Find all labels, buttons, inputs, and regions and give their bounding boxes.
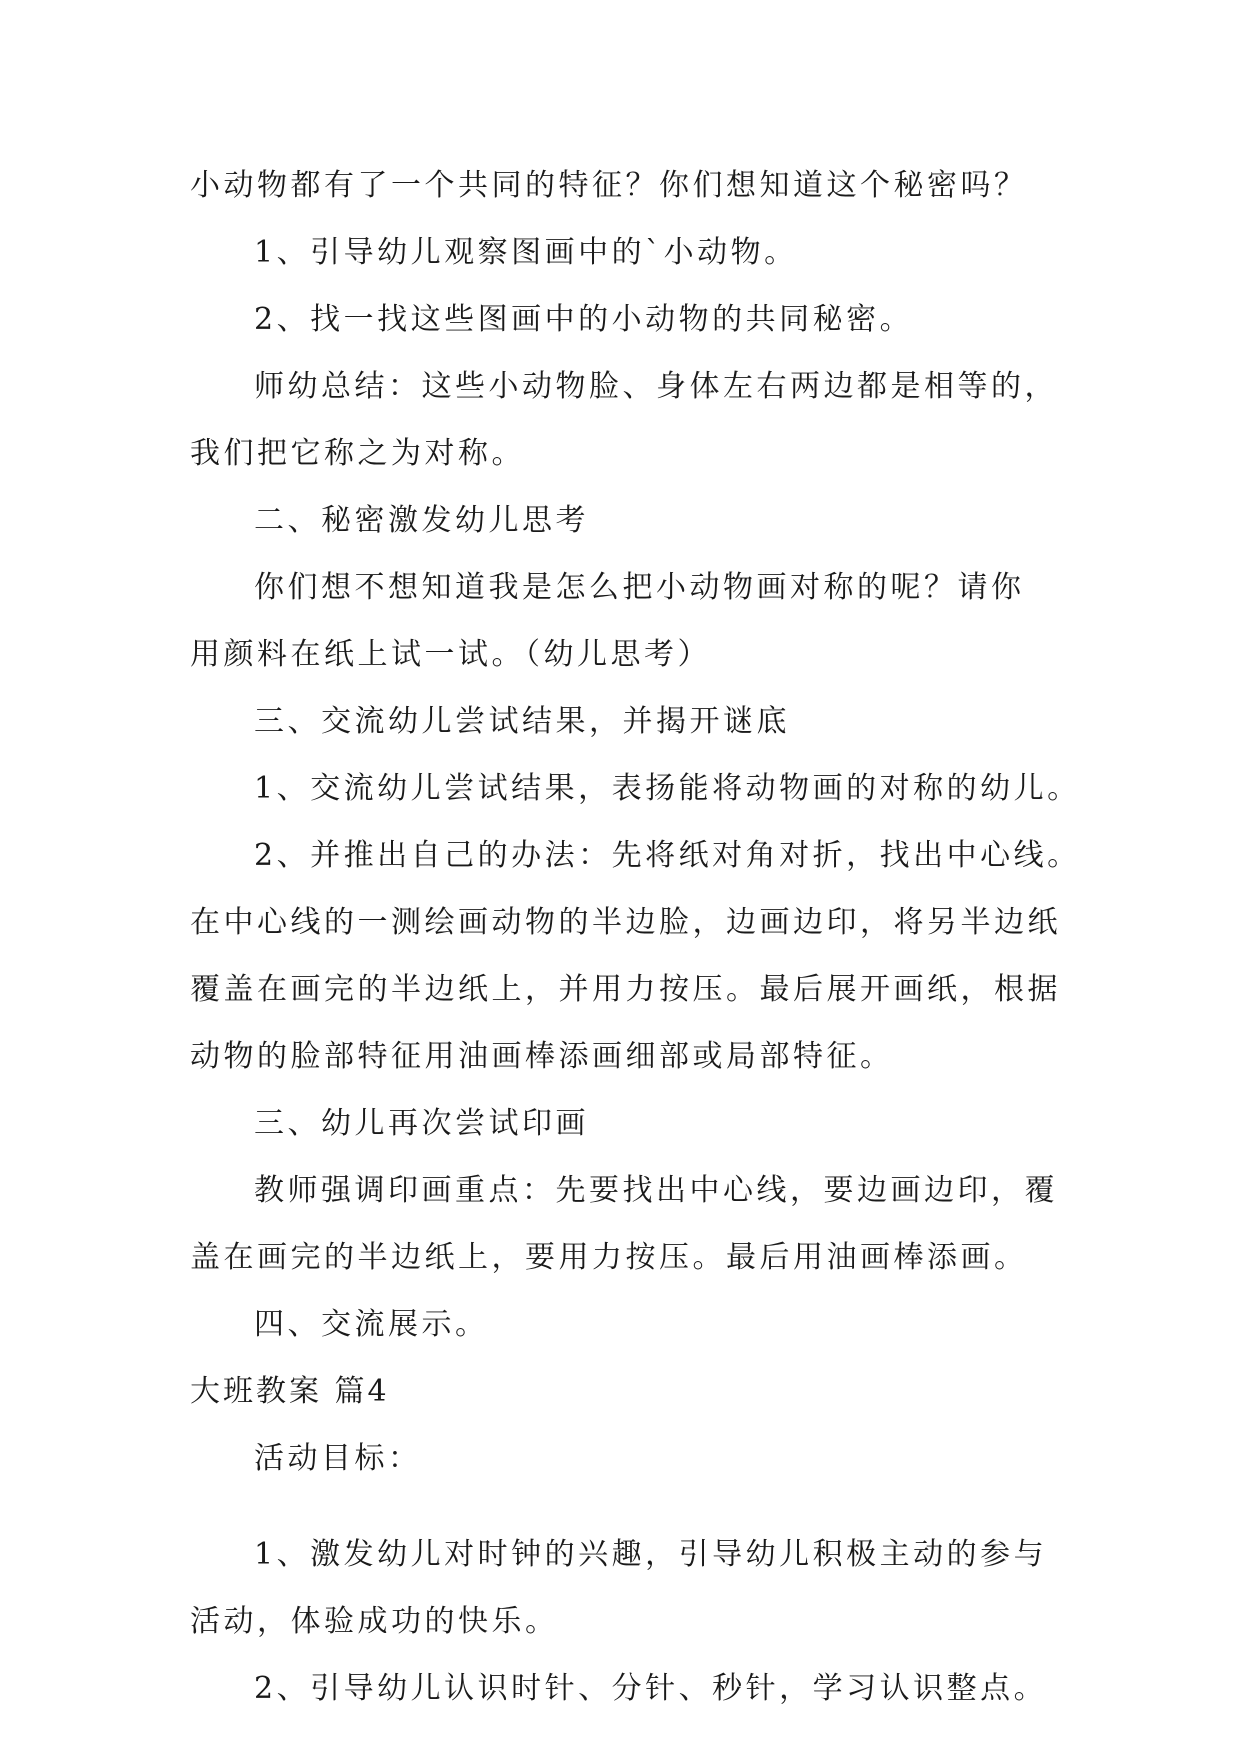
body-text-line: 小动物都有了一个共同的特征？你们想知道这个秘密吗？ [190, 168, 1028, 203]
list-item: 1、交流幼儿尝试结果，表扬能将动物画的对称的幼儿。 [254, 771, 1081, 806]
lesson-title: 大班教案 篇4 [190, 1374, 390, 1409]
body-text-line: 你们想不想知道我是怎么把小动物画对称的呢？请你 [254, 570, 1025, 605]
body-text-line: 用颜料在纸上试一试。（幼儿思考） [190, 637, 711, 672]
section-heading: 三、交流幼儿尝试结果，并揭开谜底 [254, 704, 790, 739]
list-item: 2、找一找这些图画中的小动物的共同秘密。 [254, 302, 914, 337]
list-item: 1、激发幼儿对时钟的兴趣，引导幼儿积极主动的参与 [254, 1537, 1048, 1572]
body-text-line: 动物的脸部特征用油画棒添画细部或局部特征。 [190, 1039, 894, 1074]
list-item: 2、并推出自己的办法：先将纸对角对折，找出中心线。 [254, 838, 1081, 873]
section-heading: 二、秘密激发幼儿思考 [254, 503, 589, 538]
section-heading: 四、交流展示。 [254, 1307, 489, 1342]
section-heading: 三、幼儿再次尝试印画 [254, 1106, 589, 1141]
section-heading: 活动目标： [254, 1441, 422, 1476]
body-text-line: 师幼总结：这些小动物脸、身体左右两边都是相等的， [254, 369, 1058, 404]
body-text-line: 教师强调印画重点：先要找出中心线，要边画边印，覆 [254, 1173, 1058, 1208]
body-text-line: 覆盖在画完的半边纸上，并用力按压。最后展开画纸，根据 [190, 972, 1061, 1007]
body-text-line: 我们把它称之为对称。 [190, 436, 525, 471]
body-text-line: 盖在画完的半边纸上，要用力按压。最后用油画棒添画。 [190, 1240, 1028, 1275]
list-item: 2、引导幼儿认识时针、分针、秒针，学习认识整点。 [254, 1671, 1048, 1706]
body-text-line: 在中心线的一测绘画动物的半边脸，边画边印，将另半边纸 [190, 905, 1061, 940]
list-item: 1、引导幼儿观察图画中的`小动物。 [254, 235, 798, 270]
body-text-line: 活动，体验成功的快乐。 [190, 1604, 559, 1639]
